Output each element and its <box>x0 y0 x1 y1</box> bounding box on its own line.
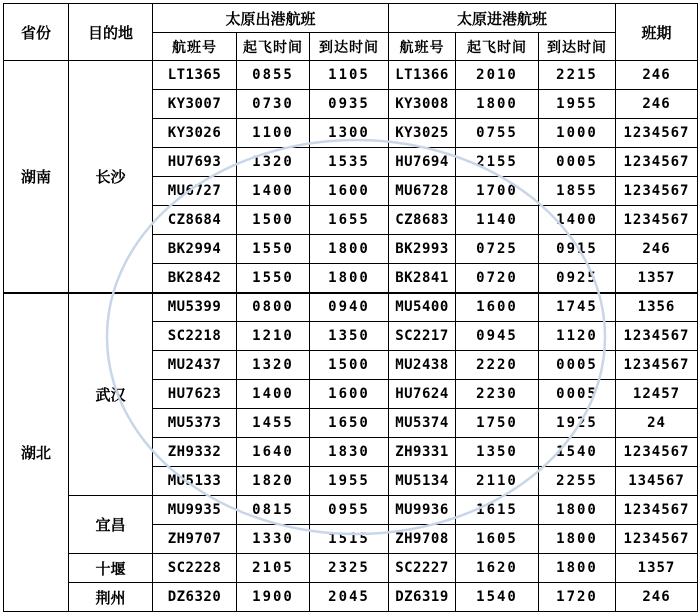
in-flight-no: MU6728 <box>389 177 456 206</box>
in-takeoff-time: 2110 <box>456 467 539 496</box>
out-takeoff-time: 0855 <box>237 61 310 90</box>
out-flight-no: DZ6320 <box>153 583 237 612</box>
in-arrival-time: 0005 <box>539 380 616 409</box>
in-flight-no: MU2438 <box>389 351 456 380</box>
in-arrival-time: 0005 <box>539 148 616 177</box>
out-flight-no: MU5133 <box>153 467 237 496</box>
schedule-days: 1234567 <box>616 496 698 525</box>
out-flight-no: MU5399 <box>153 293 237 322</box>
in-takeoff-time: 2220 <box>456 351 539 380</box>
out-takeoff-time: 1500 <box>237 206 310 235</box>
destination-cell: 长沙 <box>69 61 153 293</box>
out-arrival-time: 0940 <box>310 293 389 322</box>
in-flight-no: MU5134 <box>389 467 456 496</box>
schedule-days: 1234567 <box>616 206 698 235</box>
in-flight-no: KY3025 <box>389 119 456 148</box>
in-takeoff-time: 1540 <box>456 583 539 612</box>
in-arrival-time: 2255 <box>539 467 616 496</box>
out-arrival-time: 1515 <box>310 525 389 554</box>
in-arrival-time: 1745 <box>539 293 616 322</box>
in-takeoff-time: 1615 <box>456 496 539 525</box>
in-takeoff-time: 1350 <box>456 438 539 467</box>
header-province: 省份 <box>4 4 69 61</box>
in-takeoff-time: 2230 <box>456 380 539 409</box>
out-takeoff-time: 2105 <box>237 554 310 583</box>
in-takeoff-time: 1750 <box>456 409 539 438</box>
schedule-days: 134567 <box>616 467 698 496</box>
in-takeoff-time: 1600 <box>456 293 539 322</box>
schedule-days: 1234567 <box>616 438 698 467</box>
out-takeoff-time: 1400 <box>237 380 310 409</box>
in-flight-no: CZ8683 <box>389 206 456 235</box>
in-flight-no: BK2993 <box>389 235 456 264</box>
schedule-days: 1234567 <box>616 525 698 554</box>
schedule-days: 1356 <box>616 293 698 322</box>
header-in-arrival: 到达时间 <box>539 33 616 61</box>
in-flight-no: BK2841 <box>389 264 456 293</box>
out-takeoff-time: 0800 <box>237 293 310 322</box>
header-row-1 <box>4 4 698 33</box>
in-arrival-time: 0915 <box>539 235 616 264</box>
destination-cell: 宜昌 <box>69 496 153 554</box>
in-arrival-time: 1800 <box>539 554 616 583</box>
out-arrival-time: 1300 <box>310 119 389 148</box>
out-arrival-time: 1655 <box>310 206 389 235</box>
out-flight-no: BK2842 <box>153 264 237 293</box>
out-arrival-time: 1830 <box>310 438 389 467</box>
schedule-days: 246 <box>616 90 698 119</box>
in-arrival-time: 1540 <box>539 438 616 467</box>
in-flight-no: SC2217 <box>389 322 456 351</box>
out-flight-no: CZ8684 <box>153 206 237 235</box>
out-flight-no: MU9935 <box>153 496 237 525</box>
in-flight-no: ZH9708 <box>389 525 456 554</box>
out-arrival-time: 0935 <box>310 90 389 119</box>
header-destination: 目的地 <box>69 4 153 61</box>
in-arrival-time: 1925 <box>539 409 616 438</box>
in-flight-no: MU5374 <box>389 409 456 438</box>
in-arrival-time: 1955 <box>539 90 616 119</box>
header-in-flight-no: 航班号 <box>389 33 456 61</box>
in-arrival-time: 1720 <box>539 583 616 612</box>
in-flight-no: HU7694 <box>389 148 456 177</box>
header-in-takeoff: 起飞时间 <box>456 33 539 61</box>
out-arrival-time: 2325 <box>310 554 389 583</box>
in-takeoff-time: 1605 <box>456 525 539 554</box>
out-arrival-time: 0955 <box>310 496 389 525</box>
in-takeoff-time: 0720 <box>456 264 539 293</box>
out-flight-no: ZH9707 <box>153 525 237 554</box>
in-takeoff-time: 1700 <box>456 177 539 206</box>
header-schedule: 班期 <box>616 4 698 61</box>
out-flight-no: MU6727 <box>153 177 237 206</box>
flight-row <box>4 293 698 322</box>
in-takeoff-time: 2155 <box>456 148 539 177</box>
out-arrival-time: 1500 <box>310 351 389 380</box>
in-takeoff-time: 1620 <box>456 554 539 583</box>
flight-schedule-table <box>3 3 698 612</box>
schedule-days: 1234567 <box>616 119 698 148</box>
in-takeoff-time: 1800 <box>456 90 539 119</box>
schedule-days: 1357 <box>616 554 698 583</box>
in-flight-no: KY3008 <box>389 90 456 119</box>
out-takeoff-time: 1455 <box>237 409 310 438</box>
schedule-days: 24 <box>616 409 698 438</box>
out-takeoff-time: 1210 <box>237 322 310 351</box>
out-takeoff-time: 1320 <box>237 351 310 380</box>
out-arrival-time: 1600 <box>310 177 389 206</box>
out-arrival-time: 1650 <box>310 409 389 438</box>
in-arrival-time: 1800 <box>539 525 616 554</box>
schedule-days: 246 <box>616 583 698 612</box>
schedule-days: 1234567 <box>616 177 698 206</box>
out-flight-no: HU7623 <box>153 380 237 409</box>
out-flight-no: KY3007 <box>153 90 237 119</box>
in-takeoff-time: 0945 <box>456 322 539 351</box>
out-flight-no: MU5373 <box>153 409 237 438</box>
out-arrival-time: 1105 <box>310 61 389 90</box>
in-arrival-time: 1120 <box>539 322 616 351</box>
out-takeoff-time: 1100 <box>237 119 310 148</box>
out-arrival-time: 1350 <box>310 322 389 351</box>
in-arrival-time: 1855 <box>539 177 616 206</box>
out-arrival-time: 1535 <box>310 148 389 177</box>
in-takeoff-time: 2010 <box>456 61 539 90</box>
out-takeoff-time: 1550 <box>237 264 310 293</box>
in-takeoff-time: 0755 <box>456 119 539 148</box>
out-takeoff-time: 1820 <box>237 467 310 496</box>
schedule-days: 246 <box>616 61 698 90</box>
in-takeoff-time: 1140 <box>456 206 539 235</box>
province-cell: 湖北 <box>4 293 69 612</box>
schedule-days: 246 <box>616 235 698 264</box>
header-out-flight-no: 航班号 <box>153 33 237 61</box>
in-takeoff-time: 0725 <box>456 235 539 264</box>
schedule-days: 1234567 <box>616 322 698 351</box>
header-departure-group: 太原出港航班 <box>153 4 389 33</box>
schedule-days: 12457 <box>616 380 698 409</box>
out-flight-no: SC2218 <box>153 322 237 351</box>
in-flight-no: MU5400 <box>389 293 456 322</box>
in-flight-no: DZ6319 <box>389 583 456 612</box>
in-arrival-time: 0005 <box>539 351 616 380</box>
in-flight-no: MU9936 <box>389 496 456 525</box>
out-flight-no: SC2228 <box>153 554 237 583</box>
destination-cell: 十堰 <box>69 554 153 583</box>
out-arrival-time: 1800 <box>310 235 389 264</box>
header-arrival-group: 太原进港航班 <box>389 4 616 33</box>
schedule-days: 1357 <box>616 264 698 293</box>
out-takeoff-time: 1550 <box>237 235 310 264</box>
header-out-takeoff: 起飞时间 <box>237 33 310 61</box>
out-takeoff-time: 1330 <box>237 525 310 554</box>
out-arrival-time: 2045 <box>310 583 389 612</box>
out-arrival-time: 1800 <box>310 264 389 293</box>
header-out-arrival: 到达时间 <box>310 33 389 61</box>
in-flight-no: HU7624 <box>389 380 456 409</box>
out-flight-no: HU7693 <box>153 148 237 177</box>
out-flight-no: MU2437 <box>153 351 237 380</box>
in-arrival-time: 1000 <box>539 119 616 148</box>
in-flight-no: ZH9331 <box>389 438 456 467</box>
out-flight-no: LT1365 <box>153 61 237 90</box>
province-cell: 湖南 <box>4 61 69 293</box>
schedule-days: 1234567 <box>616 351 698 380</box>
out-takeoff-time: 1900 <box>237 583 310 612</box>
in-arrival-time: 1800 <box>539 496 616 525</box>
flight-row <box>4 554 698 583</box>
flight-row <box>4 583 698 612</box>
in-flight-no: SC2227 <box>389 554 456 583</box>
out-takeoff-time: 0815 <box>237 496 310 525</box>
out-takeoff-time: 1640 <box>237 438 310 467</box>
destination-cell: 武汉 <box>69 293 153 496</box>
in-arrival-time: 0925 <box>539 264 616 293</box>
in-flight-no: LT1366 <box>389 61 456 90</box>
schedule-days: 1234567 <box>616 148 698 177</box>
in-arrival-time: 2215 <box>539 61 616 90</box>
out-flight-no: BK2994 <box>153 235 237 264</box>
in-arrival-time: 1400 <box>539 206 616 235</box>
destination-cell: 荆州 <box>69 583 153 612</box>
flight-row <box>4 496 698 525</box>
out-takeoff-time: 1400 <box>237 177 310 206</box>
out-takeoff-time: 0730 <box>237 90 310 119</box>
out-arrival-time: 1600 <box>310 380 389 409</box>
out-arrival-time: 1955 <box>310 467 389 496</box>
out-flight-no: KY3026 <box>153 119 237 148</box>
out-takeoff-time: 1320 <box>237 148 310 177</box>
out-flight-no: ZH9332 <box>153 438 237 467</box>
flight-row <box>4 61 698 90</box>
